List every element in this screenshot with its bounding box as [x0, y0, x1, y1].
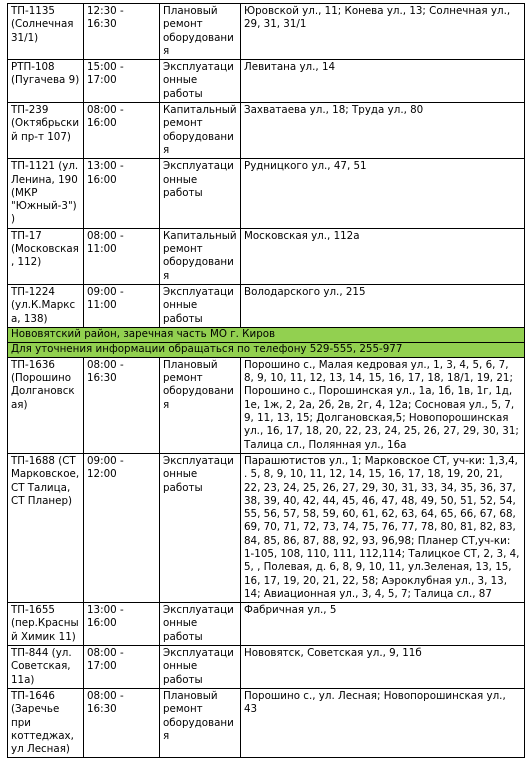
info-banner: Для уточнения информации обращаться по телефону 529-555, 255-977 — [8, 342, 525, 357]
time-cell: 08:00 - 11:00 — [84, 228, 160, 284]
substation-cell: ТП-1646 (Заречье при коттеджах, ул Лесная) — [8, 688, 84, 757]
time-cell: 13:00 - 16:00 — [84, 603, 160, 646]
work-type-cell: Эксплуатационные работы — [160, 60, 241, 103]
time-cell: 15:00 - 17:00 — [84, 60, 160, 103]
time-cell: 08:00 - 16:00 — [84, 103, 160, 159]
substation-cell: ТП-17 (Московская, 112) — [8, 228, 84, 284]
addresses-cell: Юровской ул., 11; Конева ул., 13; Солнечная ул., 29, 31, 31/1 — [241, 4, 525, 60]
table-row — [8, 103, 525, 159]
table-row — [8, 284, 525, 327]
substation-cell: ТП-1636 (Порошино Долгановская) — [8, 357, 84, 453]
work-type-cell: Эксплуатационные работы — [160, 603, 241, 646]
substation-cell: РТП-108 (Пугачева 9) — [8, 60, 84, 103]
table-banners — [8, 327, 525, 357]
table-row — [8, 228, 525, 284]
work-type-cell: Плановый ремонт оборудования — [160, 688, 241, 757]
time-cell: 09:00 - 11:00 — [84, 284, 160, 327]
addresses-cell: Порошино с., ул. Лесная; Новопорошинская ул., 43 — [241, 688, 525, 757]
substation-cell: ТП-1121 (ул. Ленина, 190 (МКР "Южный-3")) — [8, 159, 84, 228]
table-row — [8, 4, 525, 60]
time-cell: 09:00 - 12:00 — [84, 453, 160, 602]
addresses-cell: Фабричная ул., 5 — [241, 603, 525, 646]
substation-cell: ТП-239 (Октябрьский пр-т 107) — [8, 103, 84, 159]
substation-cell: ТП-844 (ул. Советская, 11а) — [8, 646, 84, 689]
addresses-cell: Рудницкого ул., 47, 51 — [241, 159, 525, 228]
table-row — [8, 357, 525, 453]
work-type-cell: Эксплуатационные работы — [160, 159, 241, 228]
time-cell: 08:00 - 16:30 — [84, 357, 160, 453]
work-type-cell: Эксплуатационные работы — [160, 646, 241, 689]
time-cell: 08:00 - 16:30 — [84, 688, 160, 757]
substation-cell: ТП-1224 (ул.К.Маркса, 138) — [8, 284, 84, 327]
table-body-bottom — [8, 357, 525, 758]
time-cell: 12:30 - 16:30 — [84, 4, 160, 60]
district-banner-row — [8, 327, 525, 342]
work-type-cell: Капитальный ремонт оборудования — [160, 103, 241, 159]
addresses-cell: Левитана ул., 14 — [241, 60, 525, 103]
table-row — [8, 603, 525, 646]
info-banner-row — [8, 342, 525, 357]
table-row — [8, 646, 525, 689]
work-type-cell: Капитальный ремонт оборудования — [160, 228, 241, 284]
work-type-cell: Плановый ремонт оборудования — [160, 357, 241, 453]
work-type-cell: Эксплуатационные работы — [160, 453, 241, 602]
addresses-cell: Порошино с., Малая кедровая ул., 1, 3, 4, 5, 6, 7, 8, 9, 10, 11, 12, 13, 14, 15, 16, 17, 18, 18/1, 19, 21; Порошино с., Порошинская ул., 1а, 1б, 1в, 1г, 1д, 1е, 1ж, 2, 2а, 2б, 2в, 2г, 4, 12а; Сосновая ул., 5, 7, 9, 11, 13, 15; Долгановская,5; Новопорошинская ул., 16, 17, 18, 20, 22, 23, 24, 25, 26, 27, 29, 30, 31; Талица сл., Полянная ул., 16а — [241, 357, 525, 453]
table-row — [8, 60, 525, 103]
addresses-cell: Захватаева ул., 18; Труда ул., 80 — [241, 103, 525, 159]
outage-table — [7, 3, 525, 758]
table-row — [8, 159, 525, 228]
table-row — [8, 453, 525, 602]
district-banner: Нововятский район, заречная часть МО г. Киров — [8, 327, 525, 342]
addresses-cell: Нововятск, Советская ул., 9, 11б — [241, 646, 525, 689]
addresses-cell: Парашютистов ул., 1; Марковское СТ, уч-ки: 1,3,4, . 5, 8, 9, 10, 11, 12, 14, 15, 16, 17, 18, 19, 20, 21, 22, 23, 24, 25, 26, 27, 29, 30, 31, 33, 34, 35, 36, 37, 38, 39, 40, 42, 44, 45, 46, 47, 48, 49, 50, 51, 52, 54, 55, 56, 57, 58, 59, 60, 61, 62, 63, 64, 65, 66, 67, 68, 69, 70, 71, 72, 73, 74, 75, 76, 77, 78, 80, 81, 82, 83, 84, 85, 86, 87, 88, 92, 93, 96,98; Планер СТ,уч-ки: 1-105, 108, 110, 111, 112,114; Талицкое СТ, 2, 3, 4, 5, , Полевая, д. 6, 8, 9, 10, 11, ул.Зеленая, 13, 15, 16, 17, 19, 20, 21, 22, 58; Аэроклубная ул., 3, 13, 14; Авиационная ул., 3, 4, 5, 7; Талица сл., 87 — [241, 453, 525, 602]
work-type-cell: Плановый ремонт оборудования — [160, 4, 241, 60]
addresses-cell: Московская ул., 112а — [241, 228, 525, 284]
time-cell: 13:00 - 16:00 — [84, 159, 160, 228]
time-cell: 08:00 - 17:00 — [84, 646, 160, 689]
table-row — [8, 688, 525, 757]
substation-cell: ТП-1688 (СТ Марковское, СТ Талица, СТ Планер) — [8, 453, 84, 602]
work-type-cell: Эксплуатационные работы — [160, 284, 241, 327]
substation-cell: ТП-1135 (Солнечная 31/1) — [8, 4, 84, 60]
substation-cell: ТП-1655 (пер.Красный Химик 11) — [8, 603, 84, 646]
addresses-cell: Володарского ул., 215 — [241, 284, 525, 327]
table-body-top — [8, 4, 525, 328]
